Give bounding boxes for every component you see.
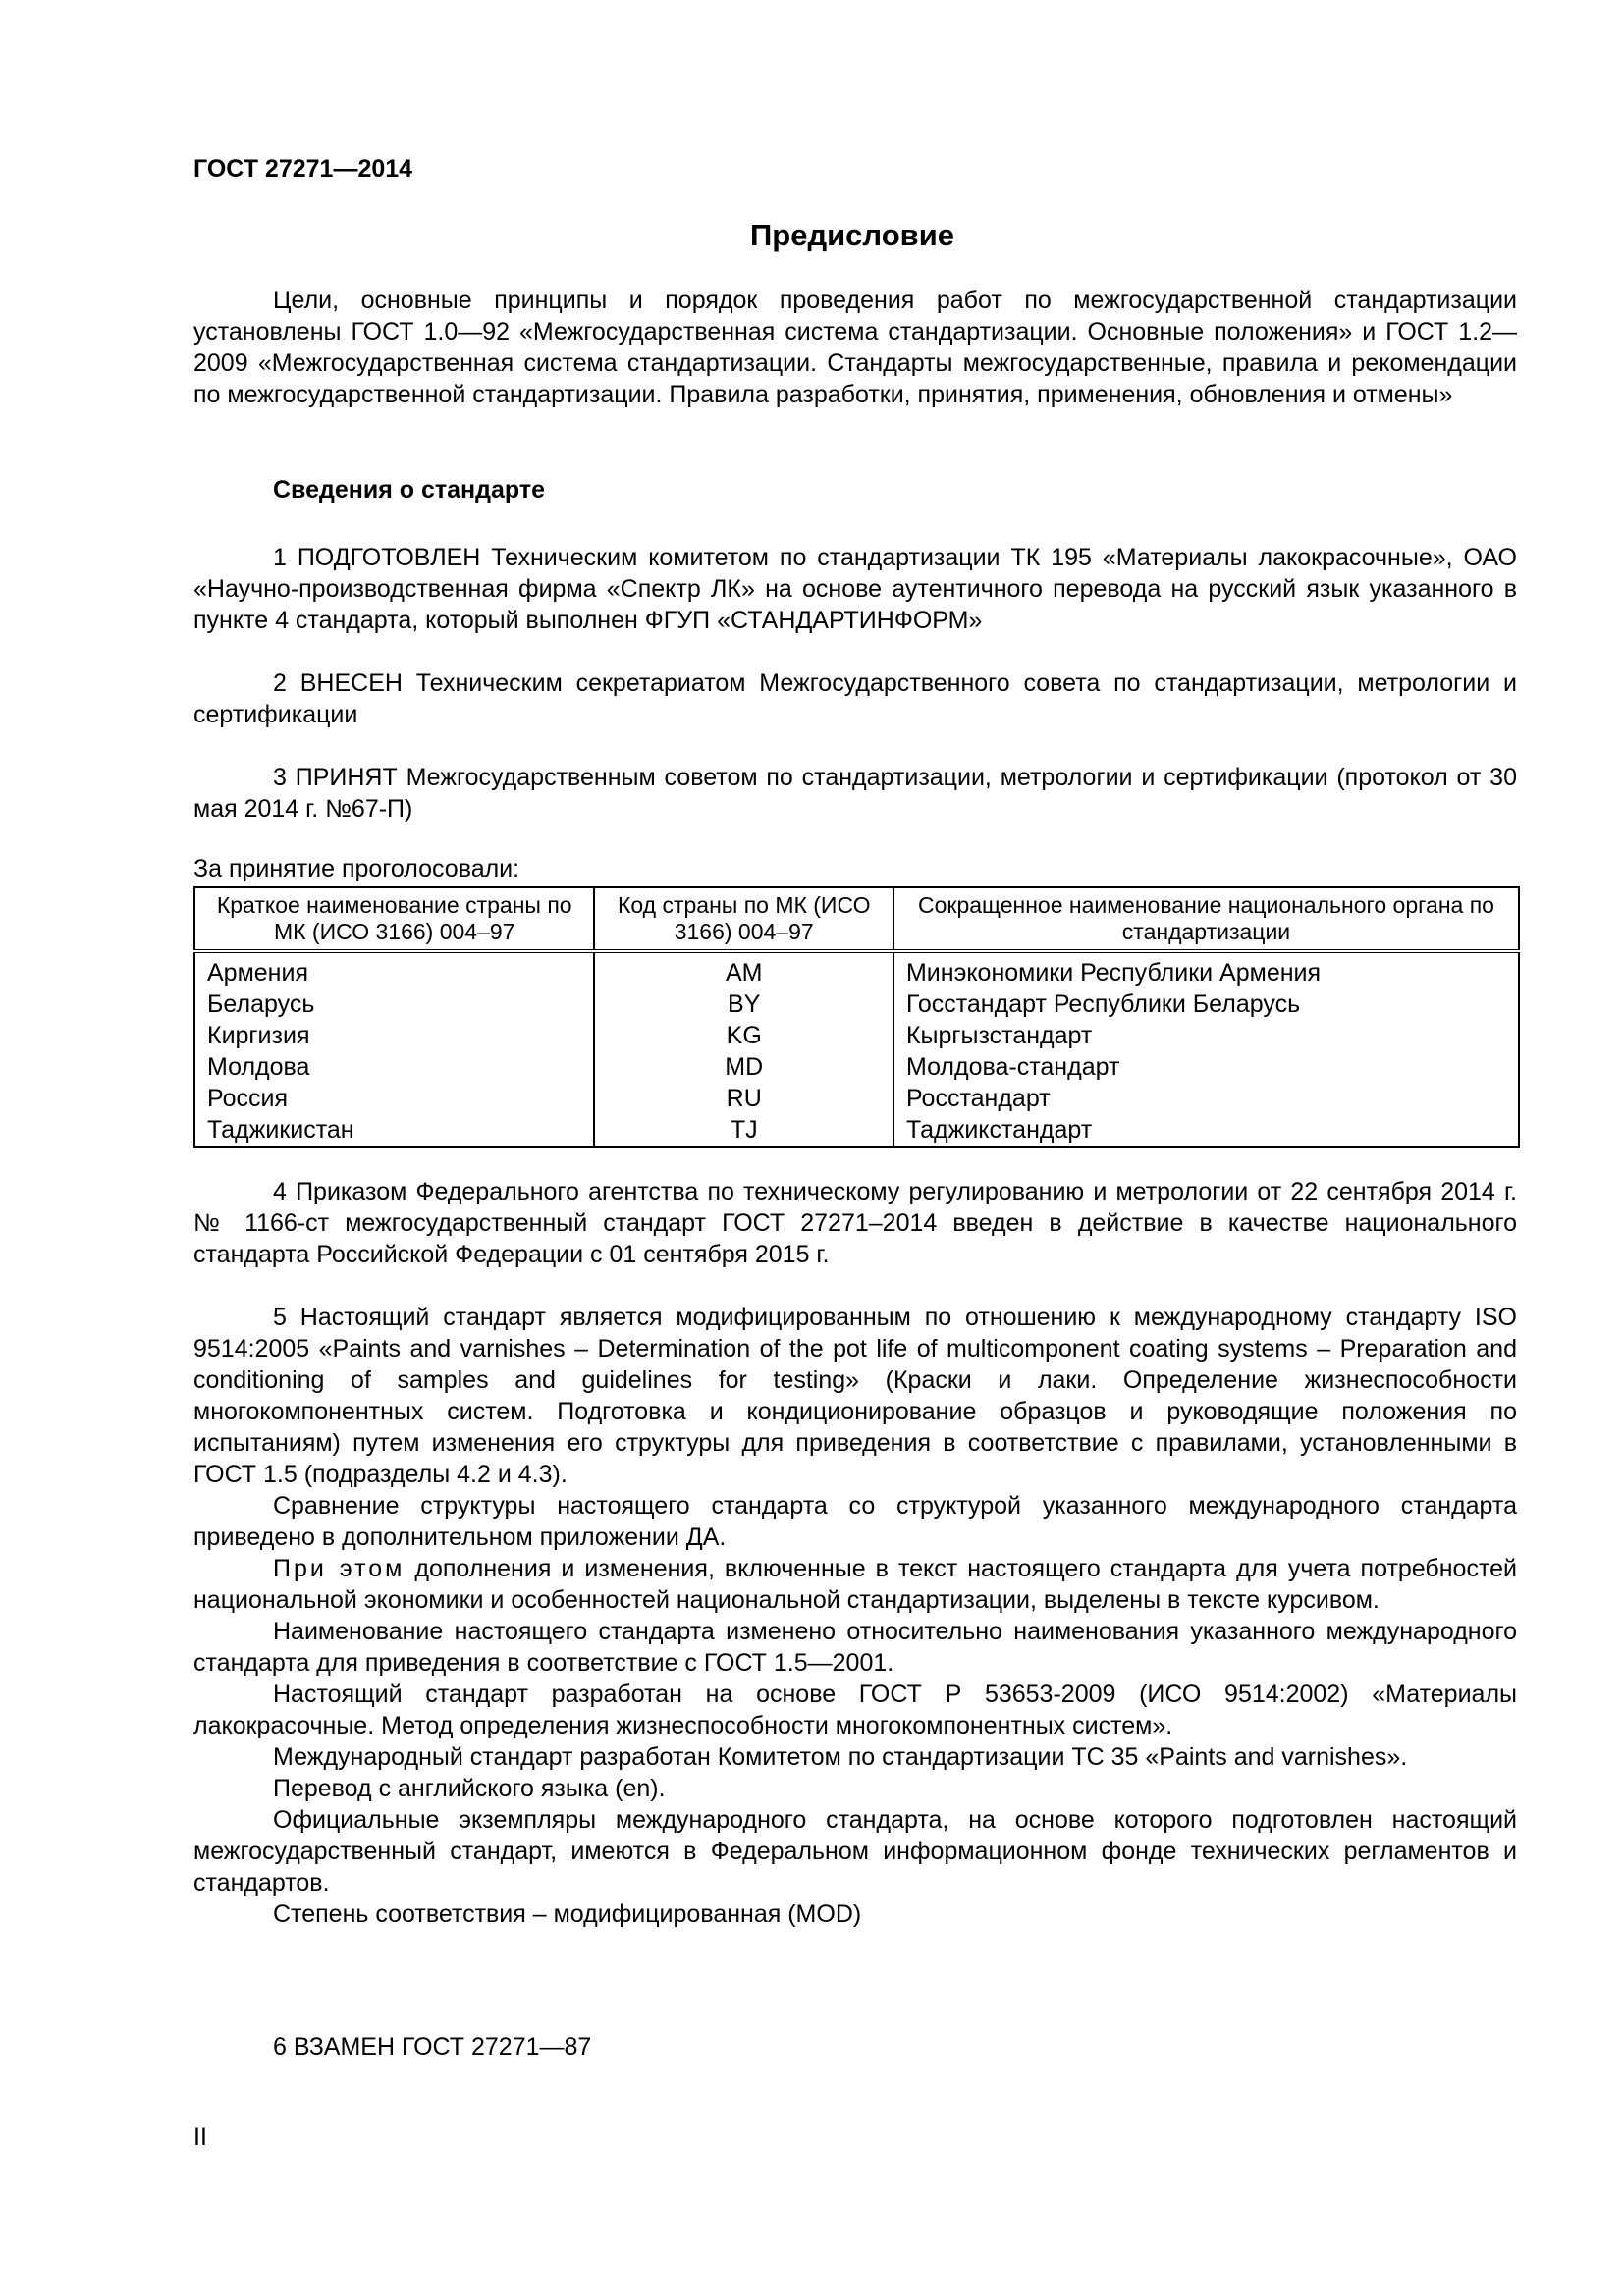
country-code: MD bbox=[594, 1051, 893, 1083]
country-name: Россия bbox=[194, 1083, 594, 1114]
table-header-row bbox=[194, 887, 1519, 951]
item-4-paragraph: 4 Приказом Федерального агентства по техническому регулированию и метрологии от 22 сентября 2014 г. № 1166-ст межгосударственный стандарт ГОСТ 27271–2014 введен в действие в качестве национального стандарта Российской Федерации с 01 сентября 2015 г. bbox=[193, 1178, 1517, 1268]
vote-label: За принятие проголосовали: bbox=[193, 855, 520, 882]
official-paragraph: Официальные экземпляры международного стандарта, на основе которого подготовлен настоящий межгосударственный стандарт, имеются в Федеральном информационном фонде технических регламентов и стандартов. bbox=[193, 1806, 1517, 1896]
table-row bbox=[194, 1114, 1519, 1147]
country-name: Молдова bbox=[194, 1051, 594, 1083]
page-number: II bbox=[193, 2123, 207, 2151]
column-header: Сокращенное наименование национального органа по стандартизации bbox=[893, 887, 1519, 951]
table-row bbox=[194, 951, 1519, 988]
translation-paragraph: Перевод с английского языка (en). bbox=[273, 1775, 666, 1802]
country-name: Таджикистан bbox=[194, 1114, 594, 1147]
compare-paragraph: Сравнение структуры настоящего стандарта со структурой указанного международного стандарта приведено в дополнительном приложении ДА. bbox=[193, 1492, 1517, 1551]
country-code: AM bbox=[594, 951, 893, 988]
page-title: Предисловие bbox=[749, 218, 954, 252]
table-row bbox=[194, 1051, 1519, 1083]
item-6-block bbox=[193, 2031, 1517, 2062]
name-paragraph: Наименование настоящего стандарта изменено относительно наименования указанного международного стандарта для приведения в соответствие с ГОСТ 1.5—2001. bbox=[193, 1618, 1517, 1677]
item-5-paragraph: 5 Настоящий стандарт является модифицированным по отношению к международному стандарту ISO 9514:2005 «Paints and varnishes – Determination of the pot life of multicomponent coating systems – Preparation and conditioning of samples and guidelines for testing» (Краски и лаки. Определение жизнеспособности многокомпонентных систем. Подготовка и кондиционирование образцов и руководящие положения по испытаниям) путем изменения его структуры для приведения в соответствие с правилами, установленными в ГОСТ 1.5 (подразделы 4.2 и 4.3). bbox=[193, 1304, 1517, 1488]
intl-paragraph: Международный стандарт разработан Комитетом по стандартизации ТС 35 «Paints and varnishes». bbox=[273, 1743, 1408, 1771]
country-name: Армения bbox=[194, 951, 594, 988]
column-header: Краткое наименование страны по МК (ИСО 3166) 004–97 bbox=[194, 887, 594, 951]
national-body: Кыргызстандарт bbox=[893, 1020, 1519, 1051]
item-6-paragraph: 6 ВЗАМЕН ГОСТ 27271—87 bbox=[273, 2033, 592, 2060]
section-subheading: Сведения о стандарте bbox=[273, 476, 546, 504]
country-name: Беларусь bbox=[194, 988, 594, 1020]
table-row bbox=[194, 1083, 1519, 1114]
table-row bbox=[194, 1020, 1519, 1051]
basis-paragraph: Настоящий стандарт разработан на основе ГОСТ Р 53653-2009 (ИСО 9514:2002) «Материалы лакокрасочные. Метод определения жизнеспособности многокомпонентных систем». bbox=[193, 1681, 1517, 1739]
countries-table bbox=[193, 886, 1520, 1148]
item-5-block bbox=[193, 1302, 1517, 1930]
table-row bbox=[194, 988, 1519, 1020]
additions-rest: дополнения и изменения, включенные в текст настоящего стандарта для учета потребностей национальной экономики и особенностей национальной стандартизации, выделены в тексте курсивом. bbox=[193, 1555, 1517, 1614]
item-3-paragraph: 3 ПРИНЯТ Межгосударственным советом по стандартизации, метрологии и сертификации (протокол от 30 мая 2014 г. №67-П) bbox=[193, 764, 1517, 823]
country-code: KG bbox=[594, 1020, 893, 1051]
additions-lead: При этом bbox=[273, 1555, 406, 1582]
item-1-block bbox=[193, 542, 1517, 636]
intro-block bbox=[193, 285, 1517, 410]
national-body: Минэкономики Республики Армения bbox=[893, 951, 1519, 988]
additions-paragraph bbox=[193, 1553, 1517, 1616]
item-1-paragraph: 1 ПОДГОТОВЛЕН Техническим комитетом по стандартизации ТК 195 «Материалы лакокрасочные», ОАО «Научно-производственная фирма «Спектр ЛК» на основе аутентичного перевода на русский язык указанного в пункте 4 стандарта, который выполнен ФГУП «СТАНДАРТИНФОРМ» bbox=[193, 544, 1517, 634]
document-header: ГОСТ 27271—2014 bbox=[193, 155, 413, 183]
degree-paragraph: Степень соответствия – модифицированная (MOD) bbox=[273, 1900, 862, 1928]
country-name: Киргизия bbox=[194, 1020, 594, 1051]
national-body: Молдова-стандарт bbox=[893, 1051, 1519, 1083]
national-body: Госстандарт Республики Беларусь bbox=[893, 988, 1519, 1020]
country-code: TJ bbox=[594, 1114, 893, 1147]
national-body: Таджикстандарт bbox=[893, 1114, 1519, 1147]
item-2-block bbox=[193, 667, 1517, 730]
intro-paragraph: Цели, основные принципы и порядок проведения работ по межгосударственной стандартизации установлены ГОСТ 1.0—92 «Межгосударственная система стандартизации. Основные положения» и ГОСТ 1.2—2009 «Межгосударственная система стандартизации. Стандарты межгосударственные, правила и рекомендации по межгосударственной стандартизации. Правила разработки, принятия, применения, обновления и отмены» bbox=[193, 287, 1517, 408]
country-code: RU bbox=[594, 1083, 893, 1114]
item-2-paragraph: 2 ВНЕСЕН Техническим секретариатом Межгосударственного совета по стандартизации, метрологии и сертификации bbox=[193, 669, 1517, 728]
national-body: Росстандарт bbox=[893, 1083, 1519, 1114]
column-header: Код страны по МК (ИСО 3166) 004–97 bbox=[594, 887, 893, 951]
item-3-block bbox=[193, 762, 1517, 825]
item-4-block bbox=[193, 1176, 1517, 1270]
country-code: BY bbox=[594, 988, 893, 1020]
